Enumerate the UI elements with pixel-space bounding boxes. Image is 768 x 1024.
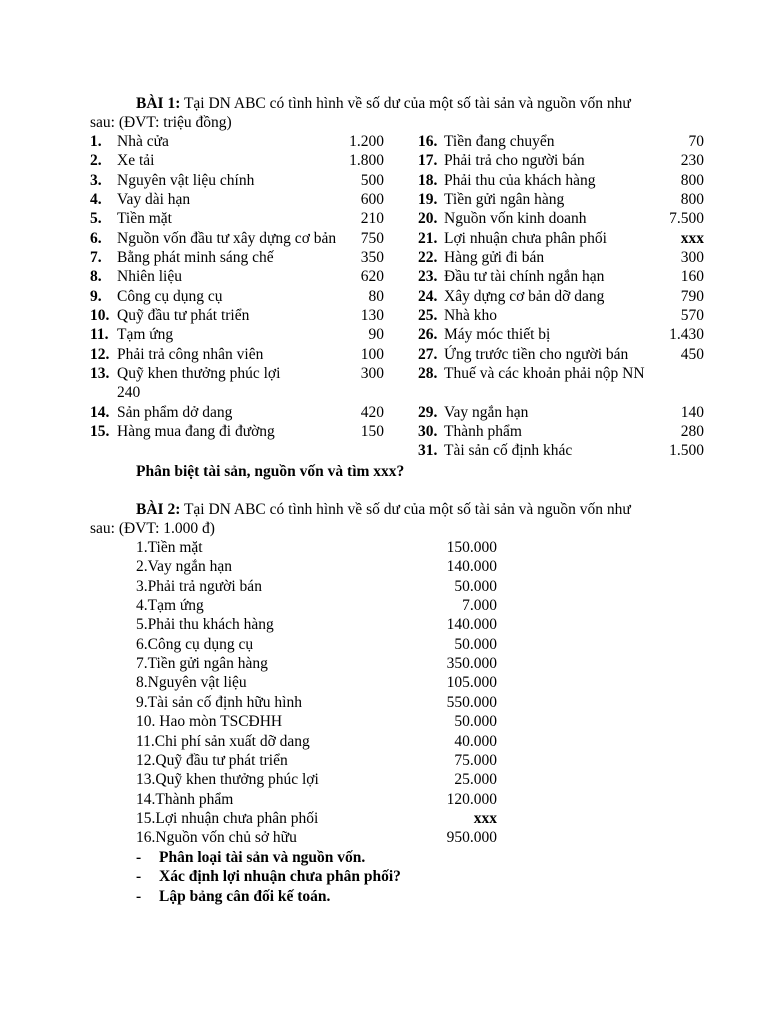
item-value: 1.200 bbox=[349, 133, 384, 150]
item-label: Công cụ dụng cụ bbox=[117, 287, 223, 305]
item-label: 7.Tiền gửi ngân hàng bbox=[136, 655, 268, 673]
item-number: 3. bbox=[90, 171, 102, 189]
item-value: 300 bbox=[680, 248, 704, 266]
item-label: 1.Tiền mặt bbox=[136, 539, 203, 556]
item-label: 11.Chi phí sản xuất dỡ dang bbox=[136, 732, 310, 750]
item-label: 6.Công cụ dụng cụ bbox=[136, 635, 254, 653]
item-number: 6. bbox=[90, 229, 102, 247]
bai1-left-item bbox=[90, 403, 384, 422]
item-label: Phải trả công nhân viên bbox=[117, 345, 264, 363]
item-value: 105.000 bbox=[446, 674, 497, 692]
item-value: 50.000 bbox=[454, 713, 497, 731]
bai1-right-item bbox=[418, 441, 704, 460]
item-number: 18. bbox=[418, 171, 438, 189]
item-value: 750 bbox=[360, 229, 384, 247]
bai2-item bbox=[136, 712, 497, 731]
item-label: Tiền đang chuyển bbox=[444, 133, 555, 150]
bai1-right-item bbox=[418, 306, 704, 325]
bai1-left-item bbox=[90, 171, 384, 190]
item-value: 150 bbox=[360, 422, 384, 440]
item-label: 14.Thành phẩm bbox=[136, 790, 234, 808]
bai1-title: BÀI 1: bbox=[136, 95, 181, 112]
bai1-right-item bbox=[418, 267, 704, 286]
item-number: 22. bbox=[418, 248, 438, 266]
item-label: 13.Quỹ khen thưởng phúc lợi bbox=[136, 771, 319, 789]
item-label: Tiền mặt bbox=[117, 210, 172, 228]
bai2-item bbox=[136, 635, 497, 654]
item-number: 31. bbox=[418, 442, 438, 460]
item-label: Đầu tư tài chính ngắn hạn bbox=[444, 268, 605, 286]
bai1-left-item bbox=[90, 345, 384, 364]
item-number: 7. bbox=[90, 248, 102, 266]
bai2-item bbox=[136, 615, 497, 634]
item-value: 140.000 bbox=[446, 616, 497, 634]
bai1-left-item bbox=[90, 287, 384, 306]
item-number: 19. bbox=[418, 190, 438, 208]
item-label: Vay dài hạn bbox=[117, 190, 191, 208]
item-number: 14. bbox=[90, 403, 110, 421]
item-label: Tiền gửi ngân hàng bbox=[444, 190, 565, 208]
item-value: 50.000 bbox=[454, 577, 497, 595]
item-label: Quỹ khen thưởng phúc lợi bbox=[117, 364, 281, 382]
item-number: 26. bbox=[418, 326, 438, 344]
bai1-right-item bbox=[418, 151, 704, 170]
bai1-right-item bbox=[418, 132, 704, 151]
bai1-right-item bbox=[418, 422, 704, 441]
bai1-right-item bbox=[418, 403, 704, 422]
item-value: xxx bbox=[680, 229, 704, 247]
item-number: 13. bbox=[90, 364, 110, 382]
item-value: 800 bbox=[680, 190, 704, 208]
item-value: 500 bbox=[360, 171, 384, 189]
item-number: 21. bbox=[418, 229, 438, 247]
bai1-left-item bbox=[90, 248, 384, 267]
bai1-intro: Tại DN ABC có tình hình về số dư của một số tài sản và nguồn vốn như bbox=[180, 95, 631, 112]
item-value: 210 bbox=[360, 210, 384, 228]
bai2-task bbox=[136, 867, 536, 886]
item-label: Quỹ đầu tư phát triển bbox=[117, 306, 250, 324]
item-label: 4.Tạm ứng bbox=[136, 597, 204, 615]
task-label: Xác định lợi nhuận chưa phân phối? bbox=[159, 868, 401, 886]
item-label: Nguyên vật liệu chính bbox=[117, 171, 255, 189]
item-value: 350.000 bbox=[446, 655, 497, 673]
item-value: 7.500 bbox=[669, 210, 704, 228]
item-label: 15.Lợi nhuận chưa phân phối bbox=[136, 809, 319, 827]
bai2-task bbox=[136, 848, 536, 867]
item-number: 27. bbox=[418, 345, 438, 363]
item-number: 25. bbox=[418, 306, 438, 324]
item-number: 28. bbox=[418, 364, 438, 382]
bai1-left-item bbox=[90, 132, 384, 151]
item-label: Thành phẩm bbox=[444, 422, 522, 440]
item-value: 280 bbox=[680, 422, 704, 440]
item-label: Bằng phát minh sáng chế bbox=[117, 248, 274, 266]
bai1-right-item bbox=[418, 209, 704, 228]
item-label: Tạm ứng bbox=[117, 326, 174, 344]
item-value: 150.000 bbox=[446, 539, 497, 556]
item-value: 25.000 bbox=[454, 771, 497, 789]
item-label: Nguồn vốn kinh doanh bbox=[444, 210, 587, 228]
item-value: 790 bbox=[680, 287, 704, 305]
bai1-right-item bbox=[418, 345, 704, 364]
item-value: 130 bbox=[360, 306, 384, 324]
item-label: Vay ngắn hạn bbox=[444, 403, 529, 421]
item-label: Nhà cửa bbox=[117, 133, 169, 150]
bai1-right-item bbox=[418, 383, 704, 402]
bai2-item bbox=[136, 790, 497, 809]
item-number: 15. bbox=[90, 422, 110, 440]
item-value: 90 bbox=[368, 326, 384, 344]
bai1-left-item bbox=[90, 422, 384, 441]
item-label: Hàng gửi đi bán bbox=[444, 248, 545, 266]
item-label: 5.Phải thu khách hàng bbox=[136, 616, 274, 634]
item-number: 16. bbox=[418, 133, 438, 150]
item-number: 2. bbox=[90, 152, 102, 170]
bai1-left-item bbox=[90, 306, 384, 325]
item-value: 50.000 bbox=[454, 635, 497, 653]
bai2-intro-line bbox=[136, 500, 631, 519]
item-number: 10. bbox=[90, 306, 110, 324]
bai1-right-item bbox=[418, 229, 704, 248]
bai1-left-item bbox=[90, 383, 384, 402]
bai1-right-item bbox=[418, 287, 704, 306]
bai2-item bbox=[136, 596, 497, 615]
item-number: 8. bbox=[90, 268, 102, 286]
item-number: 1. bbox=[90, 133, 102, 150]
item-number: 9. bbox=[90, 287, 102, 305]
bai1-question: Phân biệt tài sản, nguồn vốn và tìm xxx? bbox=[136, 463, 405, 480]
bai1-intro-line2: sau: (ĐVT: triệu đồng) bbox=[90, 114, 232, 131]
item-value: 600 bbox=[360, 190, 384, 208]
item-value: 1.500 bbox=[669, 442, 704, 460]
bai1-left-item bbox=[90, 364, 384, 383]
bai2-item bbox=[136, 770, 497, 789]
bai2-item bbox=[136, 693, 497, 712]
bai2-title: BÀI 2: bbox=[136, 501, 181, 518]
item-value: 7.000 bbox=[462, 597, 497, 615]
item-value: 300 bbox=[360, 364, 384, 382]
item-value: 350 bbox=[360, 248, 384, 266]
item-label: 10. Hao mòn TSCĐHH bbox=[136, 713, 283, 731]
bai2-item bbox=[136, 538, 497, 557]
item-number: 17. bbox=[418, 152, 438, 170]
item-number: 20. bbox=[418, 210, 438, 228]
item-value: xxx bbox=[473, 809, 497, 827]
item-value: 100 bbox=[360, 345, 384, 363]
item-label: Máy móc thiết bị bbox=[444, 326, 551, 344]
item-label: 9.Tài sản cố định hữu hình bbox=[136, 693, 302, 711]
bai2-item bbox=[136, 654, 497, 673]
item-value: 950.000 bbox=[446, 829, 497, 847]
bai2-item bbox=[136, 577, 497, 596]
item-label: 8.Nguyên vật liệu bbox=[136, 674, 247, 692]
item-value: 620 bbox=[360, 268, 384, 286]
item-label: Xe tải bbox=[117, 152, 155, 170]
bai1-right-item bbox=[418, 190, 704, 209]
item-label: Hàng mua đang đi đường bbox=[117, 422, 275, 440]
bai2-item bbox=[136, 751, 497, 770]
bai2-intro: Tại DN ABC có tình hình về số dư của một số tài sản và nguồn vốn như bbox=[180, 501, 631, 518]
item-label: Phải trả cho người bán bbox=[444, 152, 585, 170]
item-value: 420 bbox=[360, 403, 384, 421]
bai2-item bbox=[136, 828, 497, 847]
item-value: 120.000 bbox=[446, 790, 497, 808]
item-value: 75.000 bbox=[454, 751, 497, 769]
bai1-left-item bbox=[90, 209, 384, 228]
bai2-task bbox=[136, 887, 536, 906]
item-label: Ứng trước tiền cho người bán bbox=[444, 345, 629, 363]
item-value: 1.430 bbox=[669, 326, 704, 344]
item-label: 12.Quỹ đầu tư phát triển bbox=[136, 751, 288, 769]
bai1-right-item bbox=[418, 364, 704, 383]
bai1-left-item bbox=[90, 325, 384, 344]
item-label: 16.Nguồn vốn chủ sở hữu bbox=[136, 829, 297, 847]
task-bullet: - bbox=[136, 887, 142, 905]
item-value: 450 bbox=[680, 345, 704, 363]
bai1-left-item bbox=[90, 229, 384, 248]
item-number: 30. bbox=[418, 422, 438, 440]
item-label: 2.Vay ngắn hạn bbox=[136, 558, 232, 576]
item-value: 80 bbox=[368, 287, 384, 305]
task-bullet: - bbox=[136, 868, 142, 886]
item-label: Tài sản cố định khác bbox=[444, 442, 573, 460]
bai1-left-item bbox=[90, 267, 384, 286]
item-label: 3.Phải trả người bán bbox=[136, 577, 262, 595]
item-value: 800 bbox=[680, 171, 704, 189]
item-number: 5. bbox=[90, 210, 102, 228]
task-label: Phân loại tài sản và nguồn vốn. bbox=[159, 849, 366, 866]
item-value: 70 bbox=[688, 133, 704, 150]
item-number: 23. bbox=[418, 268, 438, 286]
item-value: 230 bbox=[680, 152, 704, 170]
item-number: 11. bbox=[90, 326, 109, 344]
item-number: 4. bbox=[90, 190, 102, 208]
item-value: 550.000 bbox=[446, 693, 497, 711]
item-number: 29. bbox=[418, 403, 438, 421]
item-label: Nhà kho bbox=[444, 306, 497, 324]
item-value: 570 bbox=[680, 306, 704, 324]
item-value: 140.000 bbox=[446, 558, 497, 576]
bai1-intro-line bbox=[136, 94, 631, 113]
bai1-right-item bbox=[418, 171, 704, 190]
bai2-intro-line2: sau: (ĐVT: 1.000 đ) bbox=[90, 520, 215, 537]
item-label: Nguồn vốn đầu tư xây dựng cơ bản bbox=[117, 229, 337, 247]
bai2-item bbox=[136, 557, 497, 576]
bai2-item bbox=[136, 809, 497, 828]
item-label: Xây dựng cơ bản dỡ dang bbox=[444, 287, 605, 305]
item-label: Thuế và các khoản phải nộp NN bbox=[444, 364, 645, 382]
item-label: Sản phẩm dở dang bbox=[117, 403, 233, 421]
bai1-right-item bbox=[418, 325, 704, 344]
item-label: Phải thu của khách hàng bbox=[444, 171, 596, 189]
item-label: Nhiên liệu bbox=[117, 268, 182, 286]
item-number: 12. bbox=[90, 345, 110, 363]
item-number: 24. bbox=[418, 287, 438, 305]
bai1-left-item bbox=[90, 151, 384, 170]
item-label: Lợi nhuận chưa phân phối bbox=[444, 229, 607, 247]
bai1-left-item bbox=[90, 190, 384, 209]
item-label: 240 bbox=[117, 384, 141, 402]
bai2-item bbox=[136, 673, 497, 692]
item-value: 140 bbox=[680, 403, 704, 421]
task-bullet: - bbox=[136, 849, 142, 866]
item-value: 1.800 bbox=[349, 152, 384, 170]
item-value: 160 bbox=[680, 268, 704, 286]
item-value: 40.000 bbox=[454, 732, 497, 750]
bai2-item bbox=[136, 732, 497, 751]
bai1-right-item bbox=[418, 248, 704, 267]
task-label: Lập bảng cân đối kế toán. bbox=[159, 887, 331, 905]
